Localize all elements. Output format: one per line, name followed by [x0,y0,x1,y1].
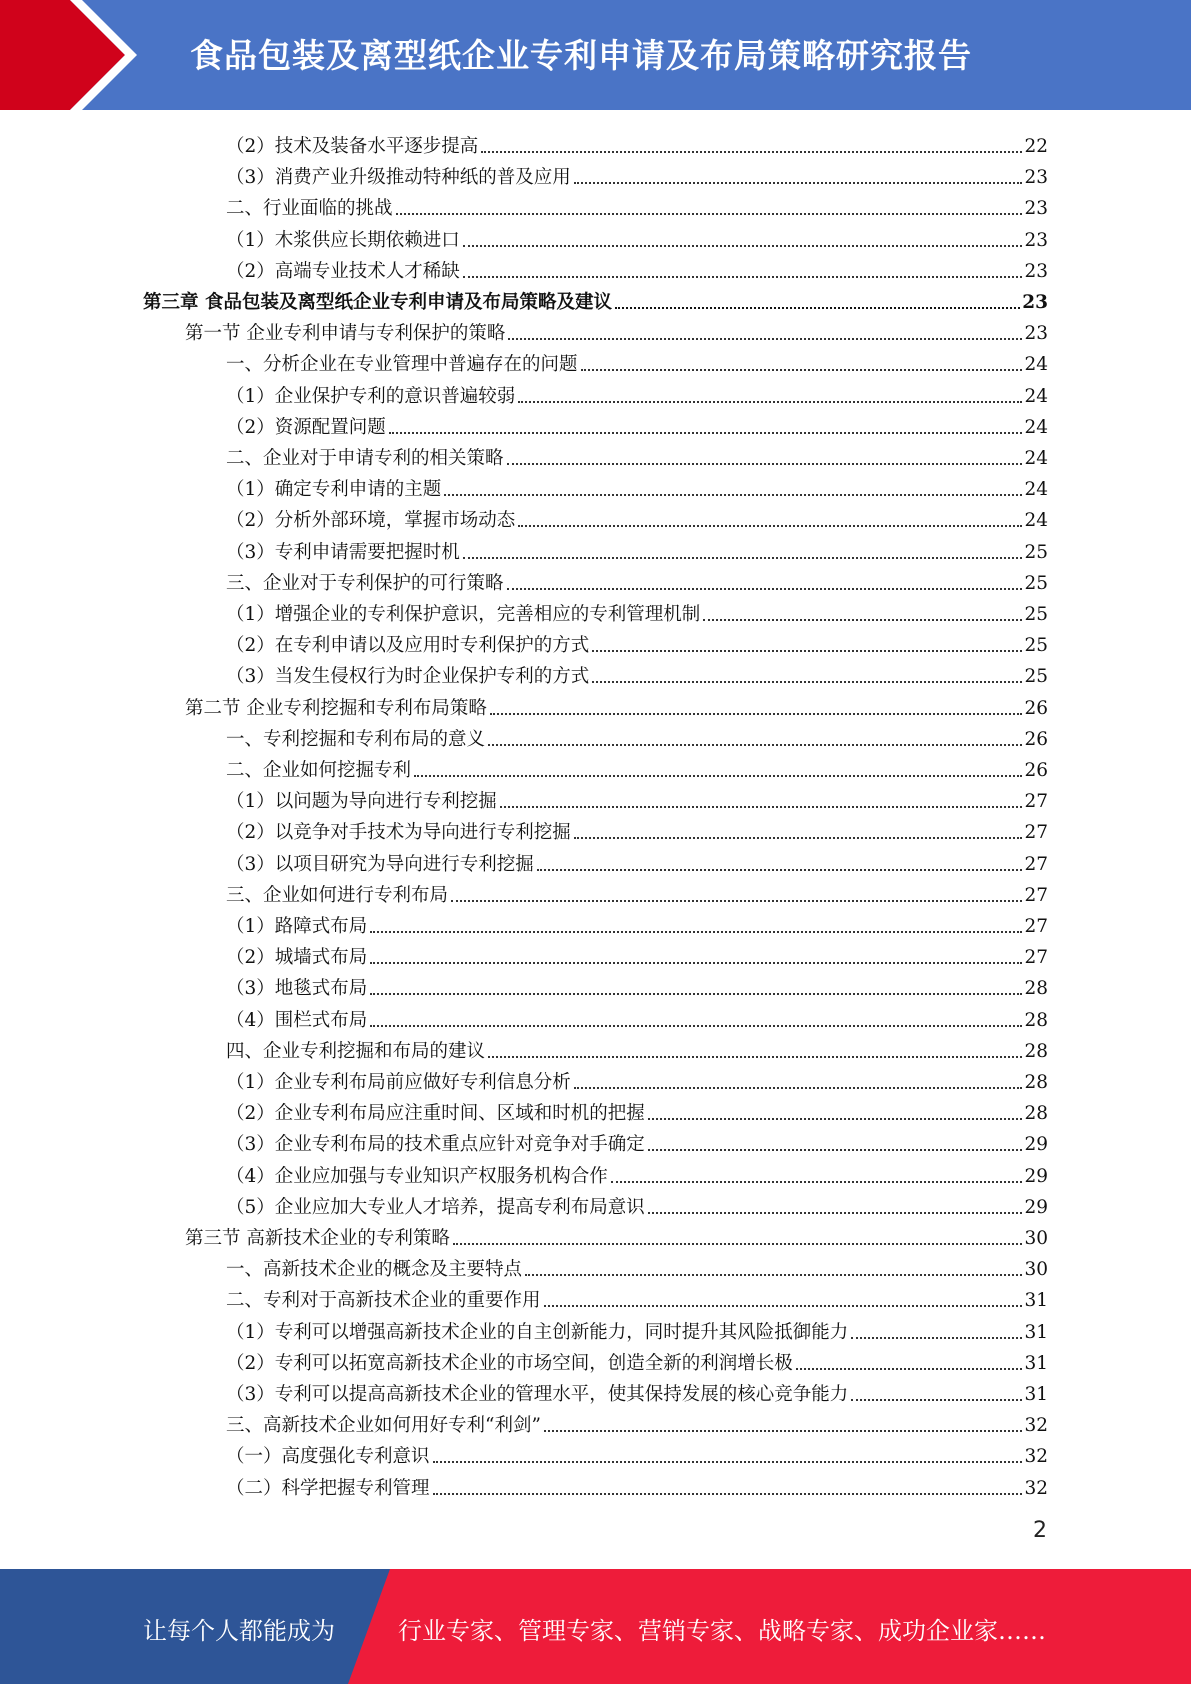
toc-entry-page: 24 [1024,385,1048,407]
toc-leader-dots [370,993,1022,995]
toc-leader-dots [648,1212,1023,1214]
toc-entry[interactable] [226,970,1048,1001]
toc-entry-label: （2）在专利申请以及应用时专利保护的方式 [226,635,590,657]
toc-leader-dots [574,837,1023,839]
toc-entry[interactable] [226,783,1048,814]
toc-entry-page: 24 [1024,510,1048,532]
toc-entry[interactable] [226,190,1048,221]
toc-entry[interactable] [226,565,1048,596]
toc-entry-label: （3）专利申请需要把握时机 [226,541,460,563]
toc-entry[interactable] [226,752,1048,783]
toc-leader-dots [611,1181,1023,1183]
toc-entry[interactable] [226,939,1048,970]
toc-entry-page: 28 [1024,1040,1048,1062]
toc-entry-page: 23 [1024,167,1048,189]
toc-leader-dots [481,151,1022,153]
toc-entry-label: （5）企业应加大专业人才培养，提高专利布局意识 [226,1196,645,1218]
toc-entry-label: （2）企业专利布局应注重时间、区域和时机的把握 [226,1103,645,1125]
toc-entry[interactable] [226,346,1048,377]
toc-entry-label: （2）技术及装备水平逐步提高 [226,136,479,157]
toc-entry-label: （2）以竞争对手技术为导向进行专利挖掘 [226,822,571,844]
toc-entry-label: 二、专利对于高新技术企业的重要作用 [226,1290,541,1312]
header-arrow-decoration [0,0,140,110]
toc-entry-label: （一）高度强化专利意识 [226,1446,430,1468]
toc-leader-dots [581,369,1023,371]
toc-entry-page: 27 [1024,884,1048,906]
toc-entry[interactable] [226,534,1048,565]
toc-leader-dots [507,588,1023,590]
toc-entry-page: 27 [1024,822,1048,844]
toc-entry-page: 25 [1024,572,1048,594]
toc-entry-page: 25 [1024,604,1048,625]
toc-entry-label: （3）地毯式布局 [226,978,368,1000]
toc-entry[interactable] [226,846,1048,877]
toc-entry[interactable] [226,908,1048,939]
toc-leader-dots [574,182,1023,184]
toc-entry-label: （1）确定专利申请的主题 [226,479,442,501]
toc-leader-dots [433,1461,1023,1463]
toc-entry[interactable] [226,222,1048,253]
toc-leader-dots [414,775,1022,777]
toc-entry[interactable] [185,1220,1048,1251]
toc-entry-page: 22 [1024,136,1048,157]
toc-entry[interactable] [143,284,1048,315]
toc-entry[interactable] [226,658,1048,689]
page-footer [0,1569,1191,1684]
toc-entry-label: （2）资源配置问题 [226,416,386,438]
toc-entry[interactable] [226,627,1048,658]
toc-leader-dots [537,869,1023,871]
toc-entry-page: 26 [1024,697,1048,719]
toc-entry-label: （二）科学把握专利管理 [226,1477,430,1499]
toc-entry[interactable] [226,1376,1048,1407]
toc-entry[interactable] [226,814,1048,845]
toc-leader-dots [796,1368,1023,1370]
toc-entry-page: 28 [1024,1103,1048,1125]
toc-entry[interactable] [226,159,1048,190]
toc-entry-page: 24 [1024,416,1048,438]
toc-leader-dots [463,557,1023,559]
toc-entry[interactable] [226,1314,1048,1345]
toc-entry-page: 23 [1022,292,1048,313]
toc-entry[interactable] [226,1064,1048,1095]
toc-leader-dots [703,619,1022,621]
toc-entry-label: （2）高端专业技术人才稀缺 [226,260,460,282]
toc-entry[interactable] [185,315,1048,346]
toc-entry-page: 24 [1024,479,1048,501]
toc-entry[interactable] [226,1126,1048,1157]
toc-entry-page: 23 [1024,323,1048,345]
toc-leader-dots [851,1399,1022,1401]
page-number: 2 [1033,1518,1047,1543]
toc-entry[interactable] [226,721,1048,752]
toc-entry[interactable] [226,128,1048,159]
toc-entry-page: 28 [1024,1009,1048,1031]
toc-entry-page: 27 [1024,916,1048,937]
toc-entry[interactable] [226,1033,1048,1064]
toc-entry-page: 32 [1024,1477,1048,1499]
toc-entry-label: 二、企业对于申请专利的相关策略 [226,448,504,469]
toc-entry-page: 29 [1024,1165,1048,1187]
toc-leader-dots [444,494,1022,496]
toc-entry[interactable] [226,471,1048,502]
toc-entry-label: 第三章 食品包装及离型纸企业专利申请及布局策略及建议 [143,292,612,313]
toc-leader-dots [370,962,1022,964]
toc-entry[interactable] [226,253,1048,284]
toc-entry-label: （1）木浆供应长期依赖进口 [226,229,460,251]
toc-entry[interactable] [185,690,1048,721]
toc-leader-dots [451,900,1022,902]
toc-entry-label: （4）企业应加强与专业知识产权服务机构合作 [226,1165,608,1187]
toc-leader-dots [525,1274,1022,1276]
toc-leader-dots [648,1149,1023,1151]
toc-entry-page: 27 [1024,947,1048,969]
toc-entry-label: 三、企业如何进行专利布局 [226,884,449,906]
toc-leader-dots [615,307,1020,309]
toc-leader-dots [508,338,1022,340]
toc-entry-page: 27 [1024,791,1048,813]
toc-leader-dots [544,1305,1023,1307]
toc-entry-page: 26 [1024,728,1048,750]
toc-entry-label: 一、分析企业在专业管理中普遍存在的问题 [226,354,578,376]
toc-entry[interactable] [226,1189,1048,1220]
toc-entry-page: 24 [1024,354,1048,376]
toc-entry[interactable] [226,1438,1048,1469]
toc-entry-page: 29 [1024,1196,1048,1218]
toc-leader-dots [463,245,1023,247]
toc-entry-page: 23 [1024,260,1048,282]
toc-entry-label: 第二节 企业专利挖掘和专利布局策略 [185,697,487,719]
toc-leader-dots [389,432,1023,434]
toc-entry-page: 26 [1024,760,1048,781]
toc-leader-dots [433,1493,1023,1495]
toc-entry[interactable] [226,596,1048,627]
page-header [0,0,1191,110]
toc-leader-dots [507,463,1023,465]
toc-entry-label: （2）城墙式布局 [226,947,368,969]
toc-leader-dots [490,713,1023,715]
toc-entry-label: 一、高新技术企业的概念及主要特点 [226,1259,523,1281]
toc-entry-label: （4）围栏式布局 [226,1009,368,1031]
toc-entry[interactable] [226,1470,1048,1501]
toc-entry-label: 二、行业面临的挑战 [226,198,393,220]
toc-entry-page: 30 [1024,1259,1048,1281]
toc-entry-label: 第一节 企业专利申请与专利保护的策略 [185,323,506,345]
toc-leader-dots [488,744,1022,746]
toc-entry-page: 27 [1024,853,1048,875]
toc-leader-dots [370,1025,1022,1027]
toc-entry[interactable] [226,1407,1048,1438]
toc-entry[interactable] [226,1282,1048,1313]
toc-entry-page: 25 [1024,635,1048,657]
toc-entry[interactable] [226,409,1048,440]
toc-entry-page: 29 [1024,1134,1048,1156]
toc-leader-dots [396,213,1023,215]
toc-entry[interactable] [226,1345,1048,1376]
toc-entry-label: 第三节 高新技术企业的专利策略 [185,1228,450,1249]
toc-entry-label: （1）以问题为导向进行专利挖掘 [226,791,497,813]
footer-slogan-right: 行业专家、管理专家、营销专家、战略专家、成功企业家…… [398,1617,1046,1645]
toc-entry[interactable] [226,1095,1048,1126]
toc-leader-dots [518,525,1022,527]
toc-entry-page: 31 [1024,1290,1048,1312]
toc-entry-label: （2）专利可以拓宽高新技术企业的市场空间，创造全新的利润增长极 [226,1352,793,1374]
toc-entry-page: 30 [1024,1228,1048,1249]
toc-entry-label: （1）企业保护专利的意识普遍较弱 [226,385,516,407]
document-title: 食品包装及离型纸企业专利申请及布局策略研究报告 [190,36,972,75]
toc-entry-label: （1）专利可以增强高新技术企业的自主创新能力，同时提升其风险抵御能力 [226,1321,849,1343]
toc-entry-label: （3）以项目研究为导向进行专利挖掘 [226,853,534,875]
toc-entry-page: 23 [1024,229,1048,251]
toc-entry-page: 28 [1024,978,1048,1000]
toc-entry-label: （1）路障式布局 [226,916,368,937]
toc-entry-label: 一、专利挖掘和专利布局的意义 [226,728,486,750]
toc-entry-page: 31 [1024,1352,1048,1374]
toc-entry-label: （1）增强企业的专利保护意识，完善相应的专利管理机制 [226,604,701,625]
toc-entry-label: （3）当发生侵权行为时企业保护专利的方式 [226,666,590,688]
toc-entry-page: 24 [1024,448,1048,469]
toc-leader-dots [463,276,1023,278]
toc-leader-dots [592,650,1022,652]
toc-leader-dots [453,1243,1023,1245]
toc-leader-dots [518,401,1022,403]
toc-entry-label: 二、企业如何挖掘专利 [226,760,412,781]
toc-entry-page: 31 [1024,1384,1048,1405]
toc-leader-dots [370,931,1022,933]
toc-entry-page: 25 [1024,666,1048,688]
toc-entry[interactable] [226,1251,1048,1282]
toc-leader-dots [592,681,1022,683]
toc-entry-label: 三、企业对于专利保护的可行策略 [226,572,504,594]
toc-entry-label: （1）企业专利布局前应做好专利信息分析 [226,1072,571,1093]
toc-entry-page: 32 [1024,1446,1048,1468]
toc-entry-page: 23 [1024,198,1048,220]
toc-entry-page: 28 [1024,1072,1048,1093]
toc-leader-dots [851,1337,1022,1339]
toc-entry[interactable] [226,877,1048,908]
toc-leader-dots [574,1087,1023,1089]
toc-entry[interactable] [226,502,1048,533]
toc-leader-dots [544,1430,1023,1432]
toc-entry-label: （3）消费产业升级推动特种纸的普及应用 [226,167,571,189]
toc-entry-page: 32 [1024,1415,1048,1437]
toc-entry-label: （3）专利可以提高高新技术企业的管理水平，使其保持发展的核心竞争能力 [226,1384,849,1405]
toc-entry[interactable] [226,378,1048,409]
toc-entry[interactable] [226,1158,1048,1189]
toc-entry-page: 31 [1024,1321,1048,1343]
toc-entry-label: （2）分析外部环境，掌握市场动态 [226,510,516,532]
toc-leader-dots [488,1056,1022,1058]
toc-entry-label: （3）企业专利布局的技术重点应针对竞争对手确定 [226,1134,645,1156]
toc-entry-label: 三、高新技术企业如何用好专利“利剑” [226,1415,541,1437]
toc-entry[interactable] [226,440,1048,471]
toc-entry[interactable] [226,1002,1048,1033]
toc-leader-dots [648,1118,1023,1120]
toc-entry-page: 25 [1024,541,1048,563]
footer-slogan-left: 让每个人都能成为 [143,1617,335,1645]
toc-leader-dots [500,806,1023,808]
toc-entry-label: 四、企业专利挖掘和布局的建议 [226,1040,486,1062]
